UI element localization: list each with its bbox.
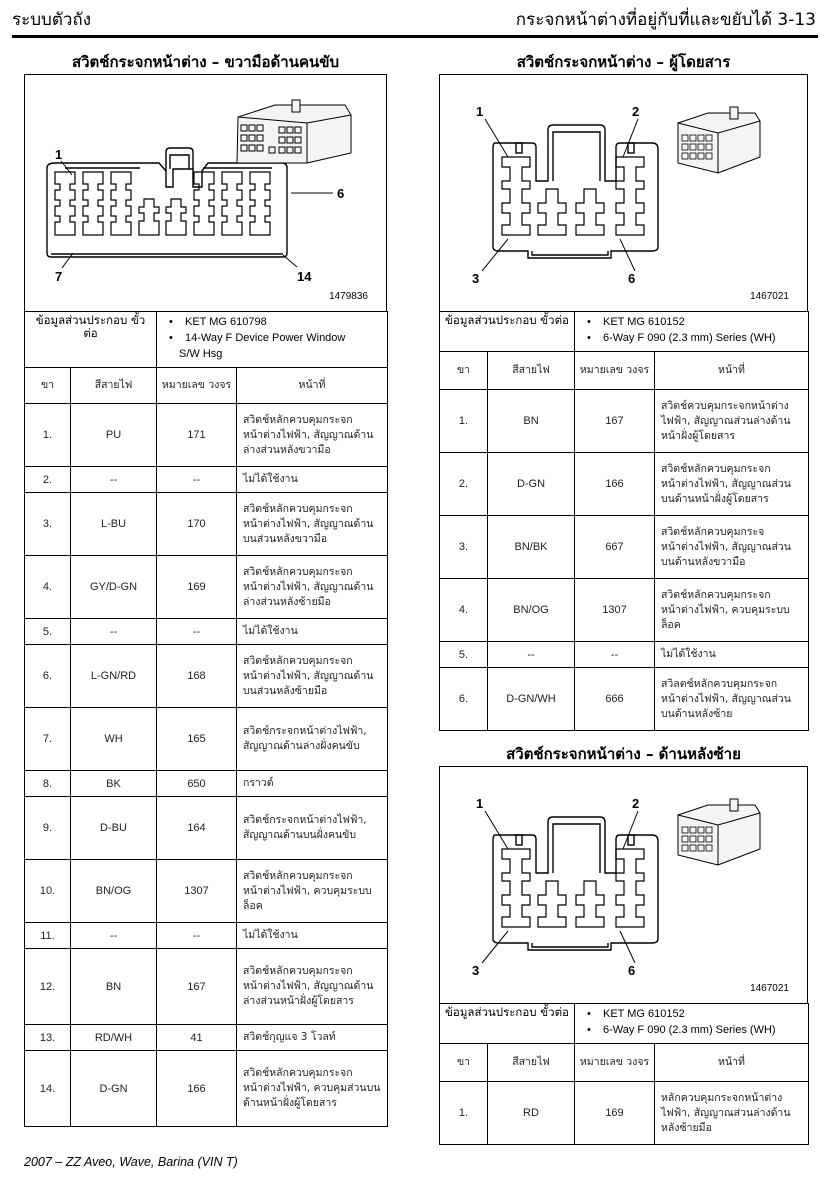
wire-color-cell: RD/WH — [71, 1025, 157, 1051]
circuit-cell: 168 — [157, 645, 237, 708]
wire-color-cell: WH — [71, 708, 157, 771]
column-header-row — [25, 368, 388, 404]
connector-title: สวิตช์กระจกหน้าต่าง – ด้านหลังซ้าย — [506, 745, 741, 763]
terminal-cavity — [111, 172, 131, 235]
callout-1: 1 — [476, 104, 484, 119]
callout-2: 2 — [632, 104, 640, 119]
callout-6: 6 — [337, 186, 345, 201]
pin-cell: 14. — [25, 1051, 71, 1127]
callout-1: 1 — [55, 147, 63, 162]
wire-color-cell: BN/OG — [71, 860, 157, 923]
column-header-row — [440, 1044, 809, 1082]
wire-color-cell: BN — [488, 390, 575, 453]
function-cell: สวิตช์หลักควบคุมกระจกหน้าต่างไฟฟ้า, สัญญาณด้านล่างส่วนหลังซ้ายมือ — [237, 556, 388, 619]
connector-14way-drawing — [25, 75, 388, 313]
wire-color-cell: D-BU — [71, 797, 157, 860]
wire-color-cell: -- — [71, 467, 157, 493]
terminal-cavity — [576, 881, 604, 927]
terminal-cavity — [538, 881, 566, 927]
pin-cell: 12. — [25, 949, 71, 1025]
footer-vehicle: 2007 – ZZ Aveo, Wave, Barina (VIN T) — [24, 1155, 238, 1169]
function-cell: สวิตช์หลักควบคุมกระจกหน้าต่างไฟฟ้า, ควบคุมระบบล็อค — [237, 860, 388, 923]
function-cell: ไม่ได้ใช้งาน — [237, 619, 388, 645]
pin-cell: 10. — [25, 860, 71, 923]
function-cell: สวิตช์หลักควบคุมกระจหน้าต่างไฟฟ้า, สัญญาณส่วนบนด้านหลังขวามือ — [655, 516, 809, 579]
connector-title: สวิตช์กระจกหน้าต่าง – ขวามือด้านคนขับ — [71, 53, 340, 71]
table-row — [440, 516, 809, 579]
table-row — [440, 453, 809, 516]
table-row — [25, 923, 388, 949]
connector-info-values — [575, 312, 809, 352]
circuit-cell: 1307 — [157, 860, 237, 923]
table-row — [25, 645, 388, 708]
header-rule — [12, 35, 818, 38]
callout-3: 3 — [472, 963, 480, 978]
info-part-number: • KET MG 610152 — [581, 314, 802, 330]
function-cell: สวิตช์กระจกหน้าต่างไฟฟ้า, สัญญาณด้านล่างฝั่งคนขับ — [237, 708, 388, 771]
info-description: • 6-Way F 090 (2.3 mm) Series (WH) — [581, 330, 802, 346]
table-row — [440, 642, 809, 668]
page-title: กระจกหน้าต่างที่อยู่กับที่และขยับได้ 3-13 — [515, 10, 816, 30]
wire-color-cell: -- — [71, 923, 157, 949]
pin-cell: 8. — [25, 771, 71, 797]
terminal-cavity — [538, 189, 566, 235]
pin-cell: 11. — [25, 923, 71, 949]
connector-3d-thumbnail — [678, 113, 760, 173]
terminal-cavity — [502, 849, 530, 927]
connector-3d-thumbnail — [237, 100, 351, 163]
circuit-cell: 666 — [575, 668, 655, 731]
connector-figure — [439, 74, 808, 312]
info-description-cont: S/W Hsg — [179, 348, 223, 360]
col-circuit-header: หมายเลข วงจร — [157, 368, 237, 404]
function-cell: สวิตช์ควบคุมกระจกหน้าต่างไฟฟ้า, สัญญาณส่วนล่างด้านหน้าฝั่งผู้โดยสาร — [655, 390, 809, 453]
circuit-cell: -- — [157, 619, 237, 645]
table-row — [25, 949, 388, 1025]
connector-info-label: ข้อมูลส่วนประกอบ ขั้วต่อ — [440, 1004, 575, 1044]
circuit-cell: 166 — [157, 1051, 237, 1127]
wire-color-cell: -- — [71, 619, 157, 645]
connector-housing — [493, 125, 658, 258]
terminal-cavity — [616, 849, 644, 927]
wire-color-cell: D-GN — [71, 1051, 157, 1127]
table-row — [25, 797, 388, 860]
wire-color-cell: GY/D-GN — [71, 556, 157, 619]
wire-color-cell: BN/BK — [488, 516, 575, 579]
pin-cell: 7. — [25, 708, 71, 771]
wire-color-cell: -- — [488, 642, 575, 668]
circuit-cell: 650 — [157, 771, 237, 797]
function-cell: สวิตช์หลักควบคุมกระจกหน้าต่างไฟฟ้า, ควบคุมส่วนบนด้านหน้าฝั่งผู้โดยสาร — [237, 1051, 388, 1127]
terminal-cavity — [55, 172, 75, 235]
pin-cell: 6. — [25, 645, 71, 708]
circuit-cell: 1307 — [575, 579, 655, 642]
pin-cell: 4. — [440, 579, 488, 642]
connector-info-label: ข้อมูลส่วนประกอบ ขั้วต่อ — [440, 312, 575, 352]
pin-cell: 6. — [440, 668, 488, 731]
figure-id: 1467021 — [750, 291, 789, 302]
circuit-cell: 667 — [575, 516, 655, 579]
wire-color-cell: L-BU — [71, 493, 157, 556]
connector-info-values — [575, 1004, 809, 1044]
terminal-cavity — [616, 157, 644, 235]
table-row — [440, 390, 809, 453]
function-cell: สวิตช์หลักควบคุมกระจกหน้าต่างไฟฟ้า, สัญญาณด้านล่างส่วนหลังขวามือ — [237, 404, 388, 467]
connector-title: สวิตช์กระจกหน้าต่าง – ผู้โดยสาร — [516, 53, 731, 71]
circuit-cell: -- — [157, 923, 237, 949]
function-cell: สวิตช์หลักควบคุมกระจกหน้าต่างไฟฟ้า, สัญญาณด้านบนส่วนหลังขวามือ — [237, 493, 388, 556]
wire-color-cell: BK — [71, 771, 157, 797]
table-row — [25, 493, 388, 556]
circuit-cell: 165 — [157, 708, 237, 771]
callout-14: 14 — [297, 269, 312, 284]
connector-info-values — [157, 312, 388, 368]
connector-6way-drawing — [440, 75, 809, 313]
terminal-cavity — [222, 172, 242, 235]
column-header-row — [440, 352, 809, 390]
function-cell: ไม่ได้ใช้งาน — [655, 642, 809, 668]
table-row — [25, 1025, 388, 1051]
connector-figure — [24, 74, 387, 312]
circuit-cell: -- — [157, 467, 237, 493]
circuit-cell: 171 — [157, 404, 237, 467]
function-cell: สวิตช์หลักควบคุมกระจกหน้าต่างไฟฟ้า, สัญญาณด้านล่างส่วนหน้าฝั่งผู้โดยสาร — [237, 949, 388, 1025]
circuit-cell: 164 — [157, 797, 237, 860]
col-wire-color-header: สีสายไฟ — [71, 368, 157, 404]
table-row — [25, 404, 388, 467]
figure-id: 1467021 — [750, 983, 789, 994]
pin-cell: 13. — [25, 1025, 71, 1051]
wire-color-cell: D-GN — [488, 453, 575, 516]
pin-cell: 9. — [25, 797, 71, 860]
wire-color-cell: L-GN/RD — [71, 645, 157, 708]
pin-cell: 4. — [25, 556, 71, 619]
col-function-header: หน้าที่ — [237, 368, 388, 404]
table-row — [440, 1082, 809, 1145]
function-cell: กราวด์ — [237, 771, 388, 797]
col-function-header: หน้าที่ — [655, 352, 809, 390]
wire-color-cell: PU — [71, 404, 157, 467]
table-row — [25, 467, 388, 493]
info-part-number: • KET MG 610152 — [581, 1006, 802, 1022]
table-row — [25, 556, 388, 619]
pinout-table-passenger — [439, 311, 809, 731]
circuit-cell: -- — [575, 642, 655, 668]
circuit-cell: 41 — [157, 1025, 237, 1051]
circuit-cell: 167 — [575, 390, 655, 453]
table-row — [25, 619, 388, 645]
pin-cell: 1. — [440, 390, 488, 453]
col-pin-header: ขา — [440, 1044, 488, 1082]
function-cell: สวิลตช์หลักควบคุมกระจกหน้าต่างไฟฟ้า, สัญญาณส่วนบนด้านหลังซ้าย — [655, 668, 809, 731]
function-cell: สวิตช์กระจกหน้าต่างไฟฟ้า, สัญญาณด้านบนฝั่งคนขับ — [237, 797, 388, 860]
pin-cell: 3. — [440, 516, 488, 579]
terminal-cavity — [83, 172, 103, 235]
function-cell: สวิตช์หลักควบคุมกระจกหน้าต่างไฟฟ้า, สัญญาณส่วนบนด้านหน้าฝั่งผู้โดยสาร — [655, 453, 809, 516]
circuit-cell: 167 — [157, 949, 237, 1025]
pin-cell: 5. — [440, 642, 488, 668]
function-cell: สวิตช์หลักควบคุมกระจกหน้าต่างไฟฟ้า, ควบคุมระบบล็อค — [655, 579, 809, 642]
function-cell: สวิตช์หลักควบคุมกระจกหน้าต่างไฟฟ้า, สัญญาณด้านบนส่วนหลังซ้ายมือ — [237, 645, 388, 708]
callout-2: 2 — [632, 796, 640, 811]
pinout-table-rear-left — [439, 1003, 809, 1145]
info-description: • 14-Way F Device Power Window — [163, 330, 381, 346]
circuit-cell: 170 — [157, 493, 237, 556]
connector-6way-drawing — [440, 767, 809, 1005]
table-row — [25, 1051, 388, 1127]
info-part-number: • KET MG 610798 — [163, 314, 381, 330]
pin-cell: 5. — [25, 619, 71, 645]
callout-1: 1 — [476, 796, 484, 811]
connector-housing — [493, 817, 658, 950]
col-wire-color-header: สีสายไฟ — [488, 1044, 575, 1082]
connector-figure — [439, 766, 808, 1004]
connector-info-row — [25, 312, 388, 368]
col-circuit-header: หมายเลข วงจร — [575, 352, 655, 390]
pin-cell: 2. — [25, 467, 71, 493]
pin-cell: 1. — [25, 404, 71, 467]
table-row — [25, 860, 388, 923]
table-row — [25, 771, 388, 797]
col-circuit-header: หมายเลข วงจร — [575, 1044, 655, 1082]
terminal-cavity — [166, 199, 186, 235]
col-wire-color-header: สีสายไฟ — [488, 352, 575, 390]
circuit-cell: 169 — [575, 1082, 655, 1145]
table-row — [25, 708, 388, 771]
function-cell: สวิตช์กุญแจ 3 โวลท์ — [237, 1025, 388, 1051]
pin-cell: 1. — [440, 1082, 488, 1145]
connector-info-row — [440, 1004, 809, 1044]
info-description: • 6-Way F 090 (2.3 mm) Series (WH) — [581, 1022, 802, 1038]
connector-3d-thumbnail — [678, 805, 760, 865]
connector-info-row — [440, 312, 809, 352]
terminal-cavity — [139, 199, 159, 235]
pin-cell: 2. — [440, 453, 488, 516]
col-function-header: หน้าที่ — [655, 1044, 809, 1082]
function-cell: ไม่ได้ใช้งาน — [237, 923, 388, 949]
function-cell: ไม่ได้ใช้งาน — [237, 467, 388, 493]
terminal-cavity — [250, 172, 270, 235]
terminal-cavity — [576, 189, 604, 235]
function-cell: หลักควบคุมกระจกหน้าต่างไฟฟ้า, สัญญาณส่วนล่างด้านหลังซ้ายมือ — [655, 1082, 809, 1145]
wire-color-cell: D-GN/WH — [488, 668, 575, 731]
table-row — [440, 668, 809, 731]
circuit-cell: 166 — [575, 453, 655, 516]
callout-3: 3 — [472, 271, 480, 286]
callout-7: 7 — [55, 269, 63, 284]
callout-6: 6 — [628, 271, 636, 286]
terminal-cavity — [194, 172, 214, 235]
figure-id: 1479836 — [329, 291, 368, 302]
wire-color-cell: BN/OG — [488, 579, 575, 642]
table-row — [440, 579, 809, 642]
col-pin-header: ขา — [440, 352, 488, 390]
circuit-cell: 169 — [157, 556, 237, 619]
pin-cell: 3. — [25, 493, 71, 556]
col-pin-header: ขา — [25, 368, 71, 404]
connector-info-label: ข้อมูลส่วนประกอบ ขั้วต่อ — [25, 312, 157, 368]
terminal-cavity — [502, 157, 530, 235]
pinout-table-driver — [24, 311, 388, 1127]
wire-color-cell: BN — [71, 949, 157, 1025]
section-name: ระบบตัวถัง — [12, 10, 92, 30]
callout-6: 6 — [628, 963, 636, 978]
wire-color-cell: RD — [488, 1082, 575, 1145]
